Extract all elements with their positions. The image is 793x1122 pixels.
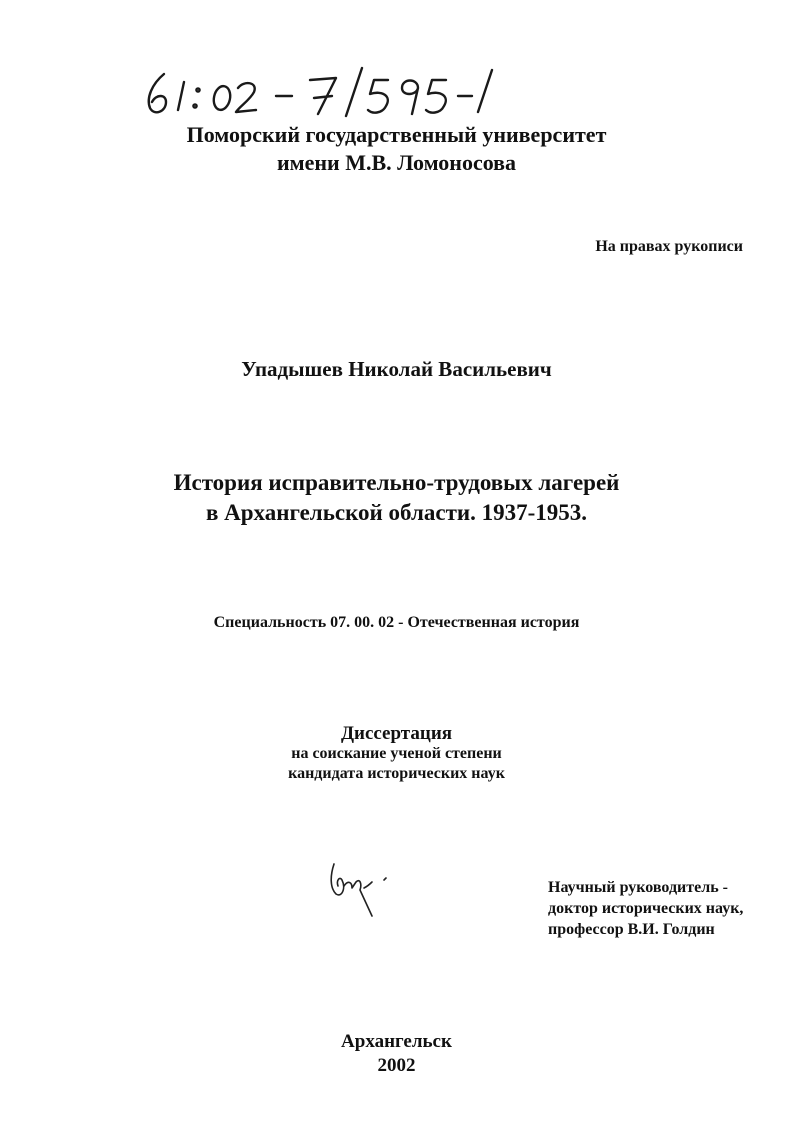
author-name: Упадышев Николай Васильевич bbox=[241, 357, 552, 381]
supervisor-line-2: доктор исторических наук, bbox=[548, 900, 744, 917]
university-name bbox=[0, 121, 793, 177]
dissertation-title bbox=[0, 468, 793, 528]
city: Архангельск bbox=[341, 1031, 452, 1052]
university-line-2: имени М.В. Ломоносова bbox=[276, 150, 517, 175]
handwritten-archive-code bbox=[140, 60, 510, 118]
year: 2002 bbox=[377, 1055, 416, 1076]
title-line-1: История исправительно-трудовых лагерей bbox=[173, 470, 620, 495]
place-and-year bbox=[0, 1030, 793, 1078]
dissertation-block bbox=[0, 724, 793, 784]
signature bbox=[322, 858, 392, 920]
title-line-2: в Архангельской области. 1937-1953. bbox=[205, 500, 588, 525]
dissertation-line-2: кандидата исторических наук bbox=[288, 765, 505, 782]
supervisor-line-1: Научный руководитель - bbox=[548, 879, 728, 896]
dissertation-heading: Диссертация bbox=[340, 723, 453, 744]
specialty: Специальность 07. 00. 02 - Отечественная история bbox=[213, 614, 580, 631]
supervisor-block bbox=[548, 877, 743, 940]
rights-note: На правах рукописи bbox=[595, 238, 743, 255]
supervisor-line-3: профессор В.И. Голдин bbox=[548, 921, 715, 938]
dissertation-line-1: на соискание ученой степени bbox=[291, 745, 502, 762]
university-line-1: Поморский государственный университет bbox=[186, 122, 607, 147]
